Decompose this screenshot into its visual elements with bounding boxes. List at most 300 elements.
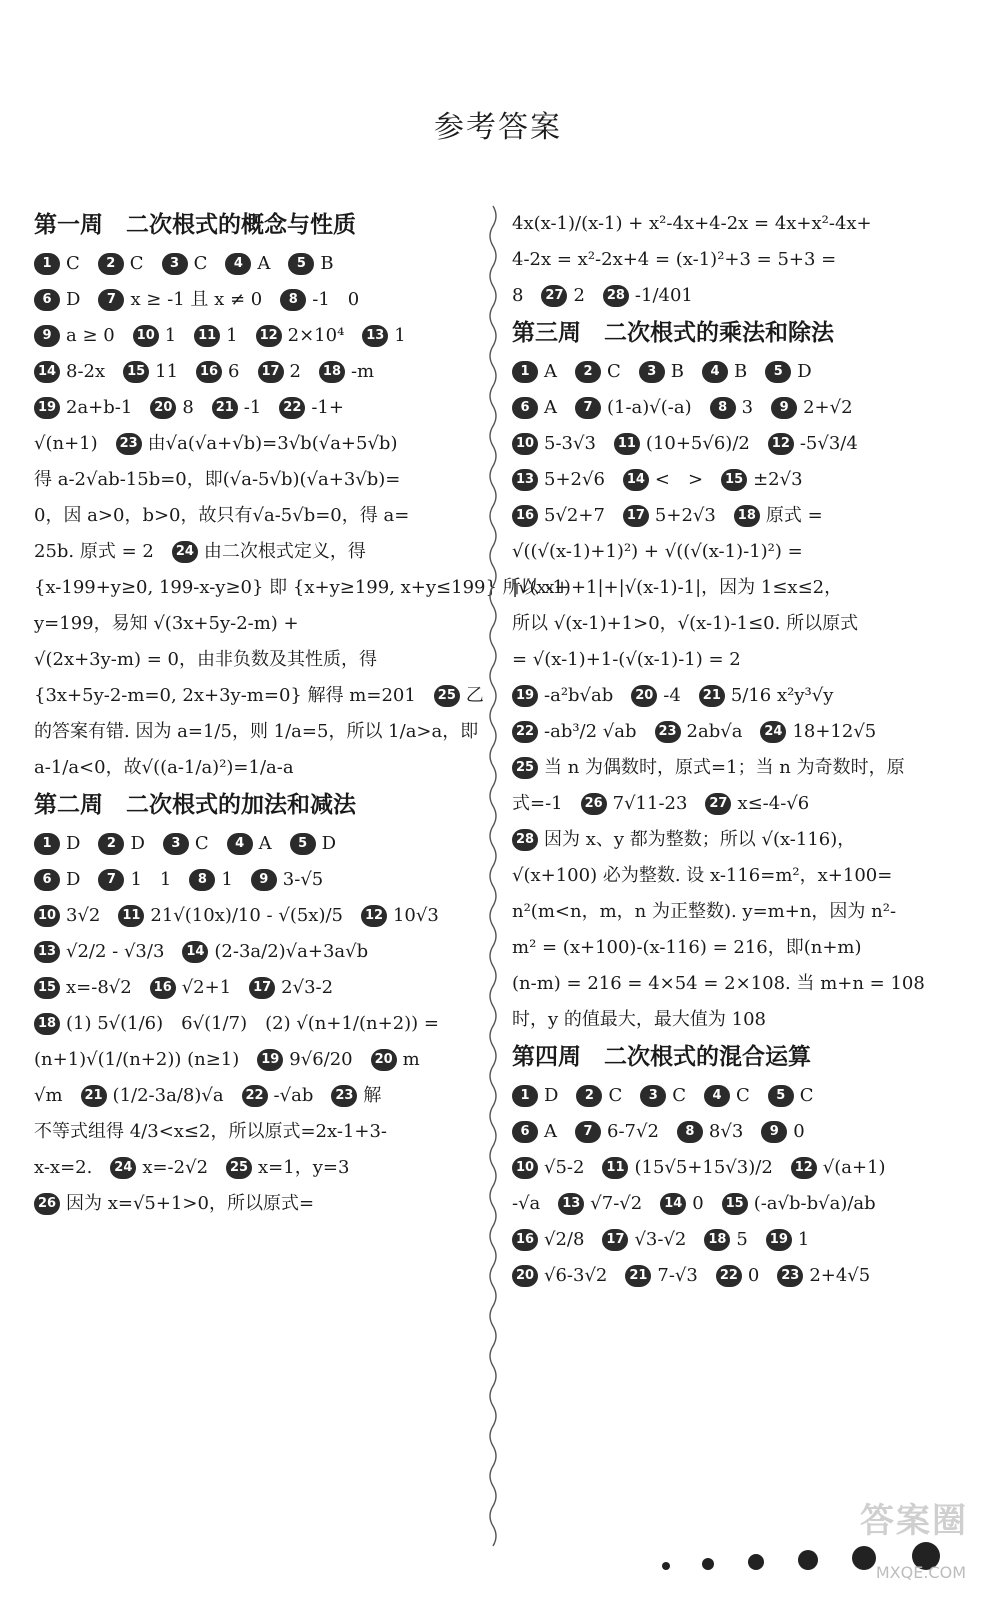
answer-text: 5-3√3 [544, 433, 596, 454]
question-number-badge: 18 [734, 505, 760, 527]
answer-item [512, 1009, 766, 1030]
answer-item [319, 361, 374, 382]
question-number-badge: 5 [765, 361, 791, 383]
question-number-badge: 19 [257, 1049, 283, 1071]
question-number-badge: 14 [623, 469, 649, 491]
answer-item [512, 757, 905, 778]
answer-text: C [736, 1085, 750, 1106]
answer-item [34, 433, 98, 454]
question-number-badge: 13 [558, 1193, 584, 1215]
answer-item [242, 1085, 314, 1106]
answer-item [172, 541, 366, 562]
answer-item [249, 977, 333, 998]
answer-text: (-a√b-b√a)/ab [753, 1193, 876, 1214]
question-number-badge: 15 [722, 1193, 748, 1215]
answer-item [512, 613, 858, 634]
answer-line [512, 678, 962, 714]
answer-item [150, 397, 193, 418]
question-number-badge: 28 [512, 829, 538, 851]
answer-line [512, 1258, 962, 1294]
question-number-badge: 10 [512, 1157, 538, 1179]
answer-item [512, 433, 596, 454]
answer-item [602, 1229, 686, 1250]
answer-item [116, 433, 398, 454]
answer-text: 2+√2 [803, 397, 853, 418]
answer-text: 1 [221, 869, 233, 890]
answer-item [361, 905, 439, 926]
answer-text: A [258, 833, 272, 854]
answer-item [575, 397, 692, 418]
answer-text: 21√(10x)/10 - √(5x)/5 [150, 905, 343, 926]
question-number-badge: 28 [603, 285, 629, 307]
question-number-badge: 6 [512, 397, 538, 419]
question-number-badge: 22 [242, 1085, 268, 1107]
answer-item [34, 977, 132, 998]
question-number-badge: 25 [226, 1157, 252, 1179]
answer-text: -1 0 [312, 289, 360, 310]
answer-item [677, 1121, 743, 1142]
answer-text: 10√3 [392, 905, 439, 926]
answer-text: 8-2x [66, 361, 106, 382]
answer-text: √(n+1) [34, 433, 98, 454]
answer-line [34, 570, 570, 606]
answer-line [34, 534, 474, 570]
answer-text: m² = (x+100)-(x-116) = 216，即(n+m) [512, 937, 862, 958]
question-number-badge: 6 [34, 869, 60, 891]
answer-text: 因为 x、y 都为整数；所以 √(x-116)， [544, 829, 856, 850]
question-number-badge: 5 [768, 1085, 794, 1107]
answer-text: -√ab [273, 1085, 314, 1106]
answer-item [512, 649, 741, 670]
answer-item [768, 1085, 814, 1106]
answer-text: 25b. 原式 = 2 [34, 541, 154, 562]
answer-item [602, 1157, 772, 1178]
answer-line [34, 246, 474, 282]
question-number-badge: 17 [602, 1229, 628, 1251]
answer-item [512, 865, 892, 886]
answer-text: √7-√2 [590, 1193, 643, 1214]
answer-text: x=-2√2 [142, 1157, 209, 1178]
answer-text: C [193, 253, 208, 274]
answer-text: 18+12√5 [792, 721, 877, 742]
answer-item [766, 1229, 809, 1250]
answer-text: 8√3 [708, 1121, 744, 1142]
answer-item [290, 833, 336, 854]
answer-text: 所以 √(x-1)+1>0，√(x-1)-1≤0. 所以原式 [512, 613, 859, 634]
question-number-badge: 3 [162, 253, 188, 275]
answer-item [512, 577, 842, 598]
answer-item [639, 361, 684, 382]
answer-item [133, 325, 176, 346]
answer-line [34, 1150, 474, 1186]
answer-item [777, 1265, 870, 1286]
question-number-badge: 13 [362, 325, 388, 347]
answer-text: (n+1)√(1/(n+2)) (n≥1) [34, 1049, 240, 1070]
question-number-badge: 2 [98, 833, 124, 855]
answer-text: = √(x-1)+1-(√(x-1)-1) = 2 [512, 649, 741, 670]
answer-text: n²(m<n，m，n 为正整数). y=m+n，因为 n²- [512, 901, 897, 922]
answer-text: 因为 x=√5+1>0，所以原式= [66, 1193, 315, 1214]
answer-text: D [321, 833, 337, 854]
answer-text: √3-√2 [634, 1229, 687, 1250]
question-number-badge: 12 [768, 433, 794, 455]
question-number-badge: 1 [512, 361, 538, 383]
answer-item [34, 757, 294, 778]
question-number-badge: 21 [699, 685, 725, 707]
answer-text: (15√5+15√3)/2 [634, 1157, 773, 1178]
answer-item [640, 1085, 686, 1106]
week1-heading: 第一周 二次根式的概念与性质 [34, 212, 356, 238]
answer-text: (2-3a/2)√a+3a√b [214, 941, 369, 962]
question-number-badge: 2 [576, 1085, 602, 1107]
answer-text: 2×10⁴ [287, 325, 345, 346]
answer-text: C [607, 361, 621, 382]
question-number-badge: 7 [575, 1121, 601, 1143]
answer-text: ±2√3 [753, 469, 803, 490]
question-number-badge: 12 [361, 905, 387, 927]
answer-text: C [129, 253, 144, 274]
answer-line [512, 858, 962, 894]
answer-text: 6-7√2 [607, 1121, 659, 1142]
answer-item [603, 285, 693, 306]
question-number-badge: 23 [777, 1265, 803, 1287]
answer-text: 5+2√3 [654, 505, 716, 526]
question-number-badge: 23 [116, 433, 142, 455]
question-number-badge: 11 [602, 1157, 628, 1179]
question-number-badge: 9 [771, 397, 797, 419]
answer-text: (1/2-3a/8)√a [112, 1085, 224, 1106]
answer-text: -1 [243, 397, 262, 418]
answer-item [512, 541, 803, 562]
answer-item [716, 1265, 759, 1286]
answer-text: √2+1 [181, 977, 232, 998]
answer-text: (1-a)√(-a) [607, 397, 692, 418]
answer-line [512, 894, 962, 930]
answer-item [34, 1157, 92, 1178]
answer-text: y=199，易知 √(3x+5y-2-m) + [34, 613, 299, 634]
answer-text: 1 1 [130, 869, 172, 890]
answer-text: 0 [747, 1265, 760, 1286]
answer-item [34, 1049, 239, 1070]
answer-text: 0，因 a>0，b>0，故只有√a-5√b=0，得 a= [34, 505, 410, 526]
answer-text: 5/16 x²y³√y [730, 685, 834, 706]
answer-text: D [797, 361, 812, 382]
answer-text: {3x+5y-2-m=0, 2x+3y-m=0} 解得 m=201 [34, 685, 416, 706]
answer-line [512, 1222, 962, 1258]
answer-item [734, 505, 823, 526]
answer-text: 5√2+7 [544, 505, 605, 526]
answer-item [34, 1121, 387, 1142]
question-number-badge: 9 [251, 869, 277, 891]
question-number-badge: 3 [163, 833, 189, 855]
answer-line [34, 390, 474, 426]
answer-text: B [320, 253, 334, 274]
answer-text: 4-2x = x²-2x+4 = (x-1)²+3 = 5+3 = [512, 249, 837, 270]
answer-text: A [257, 253, 271, 274]
answer-text: √5-2 [544, 1157, 585, 1178]
answer-text: (n-m) = 216 = 4×54 = 2×108. 当 m+n = 108 [512, 973, 925, 994]
question-number-badge: 16 [512, 1229, 538, 1251]
question-number-badge: 19 [512, 685, 538, 707]
answer-line [512, 1114, 962, 1150]
question-number-badge: 14 [182, 941, 208, 963]
answer-line [512, 1078, 962, 1114]
answer-line [512, 714, 962, 750]
answer-item [251, 869, 323, 890]
question-number-badge: 21 [81, 1085, 107, 1107]
answer-line [34, 318, 474, 354]
answer-item [512, 1157, 584, 1178]
answer-item [721, 469, 802, 490]
question-number-badge: 21 [212, 397, 238, 419]
answer-text: C [66, 253, 80, 274]
question-number-badge: 1 [512, 1085, 538, 1107]
answer-text: D [130, 833, 145, 854]
answer-item [227, 833, 272, 854]
answer-item [512, 1229, 584, 1250]
answer-text: 11 [155, 361, 179, 382]
question-number-badge: 17 [249, 977, 275, 999]
question-number-badge: 26 [34, 1193, 60, 1215]
answer-text: 时，y 的值最大，最大值为 108 [512, 1009, 766, 1030]
answer-text: -√a [512, 1193, 541, 1214]
page-title: 参考答案 [434, 110, 562, 145]
right-column [512, 206, 962, 1294]
question-number-badge: 18 [319, 361, 345, 383]
question-number-badge: 7 [575, 397, 601, 419]
question-number-badge: 18 [34, 1013, 60, 1035]
answer-item [150, 977, 231, 998]
answer-text: |√(x-1)+1|+|√(x-1)-1|，因为 1≤x≤2， [512, 577, 843, 598]
answer-text: 8 [182, 397, 194, 418]
answer-item [257, 1049, 352, 1070]
answer-text: B [734, 361, 748, 382]
answer-line [34, 1078, 474, 1114]
answer-line [512, 278, 962, 314]
answer-line [512, 606, 962, 642]
answer-item [512, 505, 605, 526]
question-number-badge: 12 [256, 325, 282, 347]
answer-text: a-1/a<0，故√((a-1/a)²)=1/a-a [34, 757, 294, 778]
answer-item [722, 1193, 876, 1214]
answer-item [575, 361, 621, 382]
question-number-badge: 22 [716, 1265, 742, 1287]
answer-item [434, 685, 484, 706]
answer-item [196, 361, 239, 382]
answer-item [225, 253, 270, 274]
answer-text: √m [34, 1085, 63, 1106]
question-number-badge: 24 [110, 1157, 136, 1179]
answer-text: 解 [363, 1085, 382, 1106]
question-number-badge: 19 [766, 1229, 792, 1251]
answer-text: 得 a-2√ab-15b=0，即(√a-5√b)(√a+3√b)= [34, 469, 401, 490]
answer-item [771, 397, 852, 418]
answer-text: 不等式组得 4/3<x≤2，所以原式=2x-1+3- [34, 1121, 387, 1142]
answer-text: -1/401 [634, 285, 693, 306]
week2-continued-answers [512, 206, 962, 314]
answer-text: 8 [512, 285, 524, 306]
week3-answers [512, 354, 962, 1038]
answer-text: -1+ [311, 397, 344, 418]
question-number-badge: 18 [704, 1229, 730, 1251]
answer-item [279, 397, 344, 418]
answer-item [189, 869, 232, 890]
answer-text: C [799, 1085, 814, 1106]
answer-item [541, 285, 584, 306]
answer-line [512, 390, 962, 426]
answer-text: D [66, 869, 81, 890]
answer-text: 1 [797, 1229, 810, 1250]
answer-text: A [544, 397, 557, 418]
answer-item [162, 253, 208, 274]
answer-item [34, 1085, 63, 1106]
answer-item [576, 1085, 622, 1106]
wavy-divider [486, 206, 500, 1546]
answer-item [760, 721, 876, 742]
question-number-badge: 4 [704, 1085, 730, 1107]
answer-line [512, 822, 962, 858]
answer-item [34, 869, 80, 890]
answer-line [34, 1006, 474, 1042]
answer-line [512, 570, 962, 606]
question-number-badge: 1 [34, 253, 60, 275]
answer-text: (1) 5√(1/6) 6√(1/7) (2) √(n+1/(n+2)) = [66, 1013, 439, 1034]
question-number-badge: 5 [288, 253, 314, 275]
question-number-badge: 17 [258, 361, 284, 383]
answer-item [768, 433, 858, 454]
answer-text: < > [654, 469, 704, 490]
answer-text: x-x=2. [34, 1157, 93, 1178]
question-number-badge: 9 [34, 325, 60, 347]
answer-text: 1 [394, 325, 406, 346]
question-number-badge: 24 [760, 721, 786, 743]
answer-item [34, 905, 100, 926]
answer-line [34, 714, 479, 750]
question-number-badge: 17 [623, 505, 649, 527]
answer-item [182, 941, 368, 962]
answer-line [512, 426, 962, 462]
answer-text: C [194, 833, 209, 854]
answer-item [655, 721, 743, 742]
answer-text: 由√a(√a+√b)=3√b(√a+5√b) [147, 433, 398, 454]
answer-line [512, 206, 962, 242]
answer-line [34, 1114, 474, 1150]
question-number-badge: 9 [761, 1121, 787, 1143]
answer-item [34, 289, 80, 310]
answer-item [34, 1013, 439, 1034]
answer-item [226, 1157, 349, 1178]
answer-item [512, 249, 836, 270]
answer-text: √(x+100) 必为整数. 设 x-116=m²，x+100= [512, 865, 893, 886]
answer-item [512, 901, 896, 922]
answer-text: C [608, 1085, 623, 1106]
answer-line [512, 498, 962, 534]
answer-line [512, 242, 962, 278]
answer-item [660, 1193, 703, 1214]
question-number-badge: 20 [631, 685, 657, 707]
question-number-badge: 26 [581, 793, 607, 815]
answer-item [98, 869, 171, 890]
question-number-badge: 8 [189, 869, 215, 891]
answer-text: 2√3-2 [281, 977, 334, 998]
question-number-badge: 16 [196, 361, 222, 383]
answer-text: -ab³/2 √ab [544, 721, 637, 742]
answer-item [34, 833, 80, 854]
answer-text: 5 [736, 1229, 748, 1250]
question-number-badge: 25 [434, 685, 460, 707]
answer-text: 2+4√5 [809, 1265, 871, 1286]
answer-item [34, 1193, 314, 1214]
answer-item [34, 253, 80, 274]
answer-text: √6-3√2 [544, 1265, 608, 1286]
answer-item [98, 289, 262, 310]
question-number-badge: 2 [98, 253, 124, 275]
question-number-badge: 7 [98, 869, 124, 891]
answer-line [512, 462, 962, 498]
question-number-badge: 10 [512, 433, 538, 455]
answer-item [371, 1049, 420, 1070]
question-number-badge: 27 [705, 793, 731, 815]
question-number-badge: 5 [290, 833, 316, 855]
answer-text: 7√11-23 [612, 793, 688, 814]
answer-text: (10+5√6)/2 [645, 433, 750, 454]
watermark-brand: 答案圈 [860, 1501, 968, 1541]
answer-line [34, 898, 474, 934]
question-number-badge: 14 [34, 361, 60, 383]
answer-text: -a²b√ab [544, 685, 614, 706]
answer-item [212, 397, 262, 418]
answer-item [280, 289, 359, 310]
question-number-badge: 11 [118, 905, 144, 927]
answer-line [34, 642, 474, 678]
answer-text: √((√(x-1)+1)²) + √((√(x-1)-1)²) = [512, 541, 803, 562]
question-number-badge: 24 [172, 541, 198, 563]
answer-line [34, 934, 474, 970]
answer-item [512, 685, 613, 706]
answer-text: A [544, 361, 557, 382]
question-number-badge: 8 [677, 1121, 703, 1143]
question-number-badge: 7 [98, 289, 124, 311]
answer-line [34, 354, 474, 390]
answer-item [331, 1085, 381, 1106]
question-number-badge: 22 [512, 721, 538, 743]
answer-line [34, 826, 474, 862]
answer-text: D [66, 833, 81, 854]
answer-text: 4x(x-1)/(x-1) + x²-4x+4-2x = 4x+x²-4x+ [512, 213, 872, 234]
question-number-badge: 3 [640, 1085, 666, 1107]
answer-text: x ≥ -1 且 x ≠ 0 [130, 289, 263, 310]
answer-line [512, 1150, 962, 1186]
question-number-badge: 12 [791, 1157, 817, 1179]
answer-line [34, 970, 474, 1006]
answer-line [512, 930, 962, 966]
answer-item [34, 361, 105, 382]
answer-item [34, 325, 115, 346]
answer-item [512, 285, 523, 306]
answer-item [34, 721, 478, 742]
answer-item [34, 469, 400, 490]
answer-item [512, 721, 637, 742]
question-number-badge: 20 [371, 1049, 397, 1071]
answer-line [512, 1002, 962, 1038]
question-number-badge: 16 [512, 505, 538, 527]
week2-heading: 第二周 二次根式的加法和减法 [34, 792, 356, 818]
answer-item [631, 685, 681, 706]
question-number-badge: 15 [721, 469, 747, 491]
answer-text: 1 [226, 325, 238, 346]
answer-text: 2 [573, 285, 585, 306]
question-number-badge: 1 [34, 833, 60, 855]
